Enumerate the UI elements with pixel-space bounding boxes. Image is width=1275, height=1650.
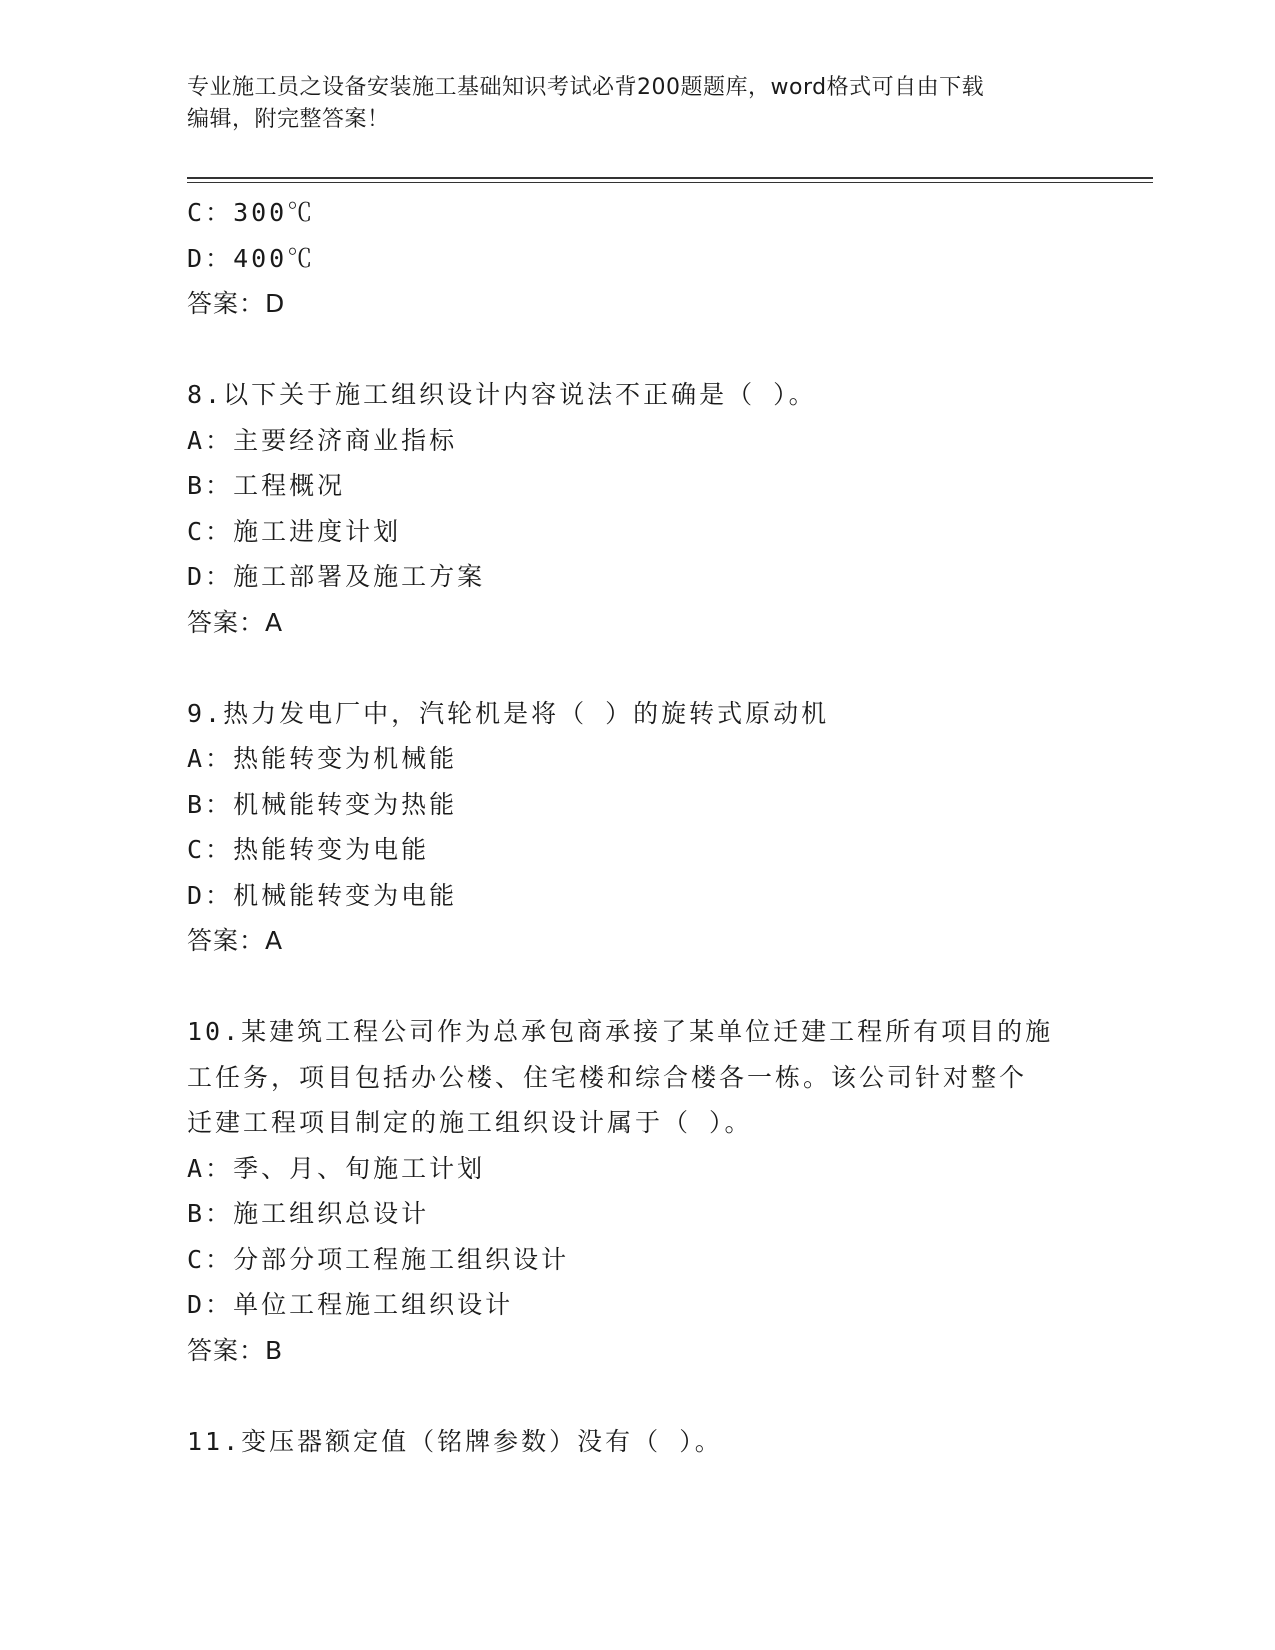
answer-label: 答案：	[187, 607, 266, 637]
option-label: A：	[187, 425, 234, 455]
option-d	[187, 236, 1087, 282]
question-10	[187, 1009, 1087, 1373]
answer-value: B	[265, 1335, 284, 1365]
question-stem-line-1: 10.某建筑工程公司作为总承包商承接了某单位迁建工程所有项目的施	[187, 1017, 1054, 1046]
option-text: 工程概况	[233, 471, 346, 500]
option-d	[187, 873, 1087, 919]
spacer	[187, 645, 1087, 691]
option-a	[187, 1146, 1087, 1192]
question-stem: 9.热力发电厂中，汽轮机是将（ ）的旋转式原动机	[187, 698, 830, 728]
option-c	[187, 190, 1087, 236]
question-list	[187, 190, 1087, 1464]
answer-line	[187, 918, 1087, 964]
option-label: C：	[187, 516, 234, 546]
document-header	[187, 72, 1067, 136]
option-label: C：	[187, 198, 234, 227]
option-b	[187, 1191, 1087, 1237]
option-text: 400℃	[233, 243, 316, 273]
answer-label: 答案：	[187, 1335, 266, 1365]
answer-label: 答案：	[187, 289, 266, 318]
spacer	[187, 327, 1087, 373]
option-a	[187, 736, 1087, 782]
answer-value: A	[265, 607, 284, 637]
option-d	[187, 1282, 1087, 1328]
option-a	[187, 418, 1087, 464]
question-stem: 8.以下关于施工组织设计内容说法不正确是（ ）。	[187, 380, 817, 409]
option-text: 主要经济商业指标	[233, 425, 458, 455]
option-text: 机械能转变为电能	[233, 880, 458, 910]
option-text: 施工进度计划	[233, 516, 402, 546]
question-stem: 11.变压器额定值（铭牌参数）没有（ ）。	[187, 1426, 723, 1456]
header-divider-thin	[187, 182, 1153, 183]
option-label: B：	[187, 1199, 234, 1228]
option-text: 机械能转变为热能	[233, 789, 458, 819]
answer-value: A	[265, 926, 284, 955]
question-7-partial	[187, 190, 1087, 327]
answer-label: 答案：	[187, 926, 266, 955]
option-label: D：	[187, 562, 234, 591]
question-9	[187, 691, 1087, 964]
option-text: 施工部署及施工方案	[233, 562, 486, 591]
option-text: 热能转变为电能	[233, 835, 430, 864]
answer-value: D	[265, 289, 286, 318]
option-c	[187, 1237, 1087, 1283]
option-text: 季、月、旬施工计划	[233, 1153, 486, 1183]
question-8	[187, 372, 1087, 645]
answer-line	[187, 281, 1087, 327]
option-b	[187, 782, 1087, 828]
option-text: 热能转变为机械能	[233, 744, 458, 773]
option-label: B：	[187, 789, 234, 819]
question-stem-line-2: 工任务，项目包括办公楼、住宅楼和综合楼各一栋。该公司针对整个	[187, 1062, 1028, 1092]
option-label: C：	[187, 1244, 234, 1274]
spacer	[187, 964, 1087, 1010]
header-title-line-2: 编辑，附完整答案！	[187, 107, 390, 132]
answer-line	[187, 600, 1087, 646]
header-divider-thick	[187, 177, 1153, 179]
answer-line	[187, 1328, 1087, 1374]
option-label: D：	[187, 1290, 234, 1319]
option-label: B：	[187, 471, 234, 500]
header-title-line-1: 专业施工员之设备安装施工基础知识考试必背200题题库，word格式可自由下载	[187, 75, 985, 100]
question-11	[187, 1419, 1087, 1465]
option-text: 施工组织总设计	[233, 1199, 430, 1228]
spacer	[187, 1373, 1087, 1419]
option-label: D：	[187, 880, 234, 910]
option-c	[187, 509, 1087, 555]
option-text: 300℃	[233, 198, 316, 227]
option-label: D：	[187, 243, 234, 273]
question-stem-line-3: 迁建工程项目制定的施工组织设计属于（ ）。	[187, 1108, 753, 1137]
option-b	[187, 463, 1087, 509]
option-label: A：	[187, 1153, 234, 1183]
option-label: A：	[187, 744, 234, 773]
option-c	[187, 827, 1087, 873]
option-d	[187, 554, 1087, 600]
option-text: 单位工程施工组织设计	[233, 1290, 514, 1319]
option-text: 分部分项工程施工组织设计	[233, 1244, 570, 1274]
option-label: C：	[187, 835, 234, 864]
